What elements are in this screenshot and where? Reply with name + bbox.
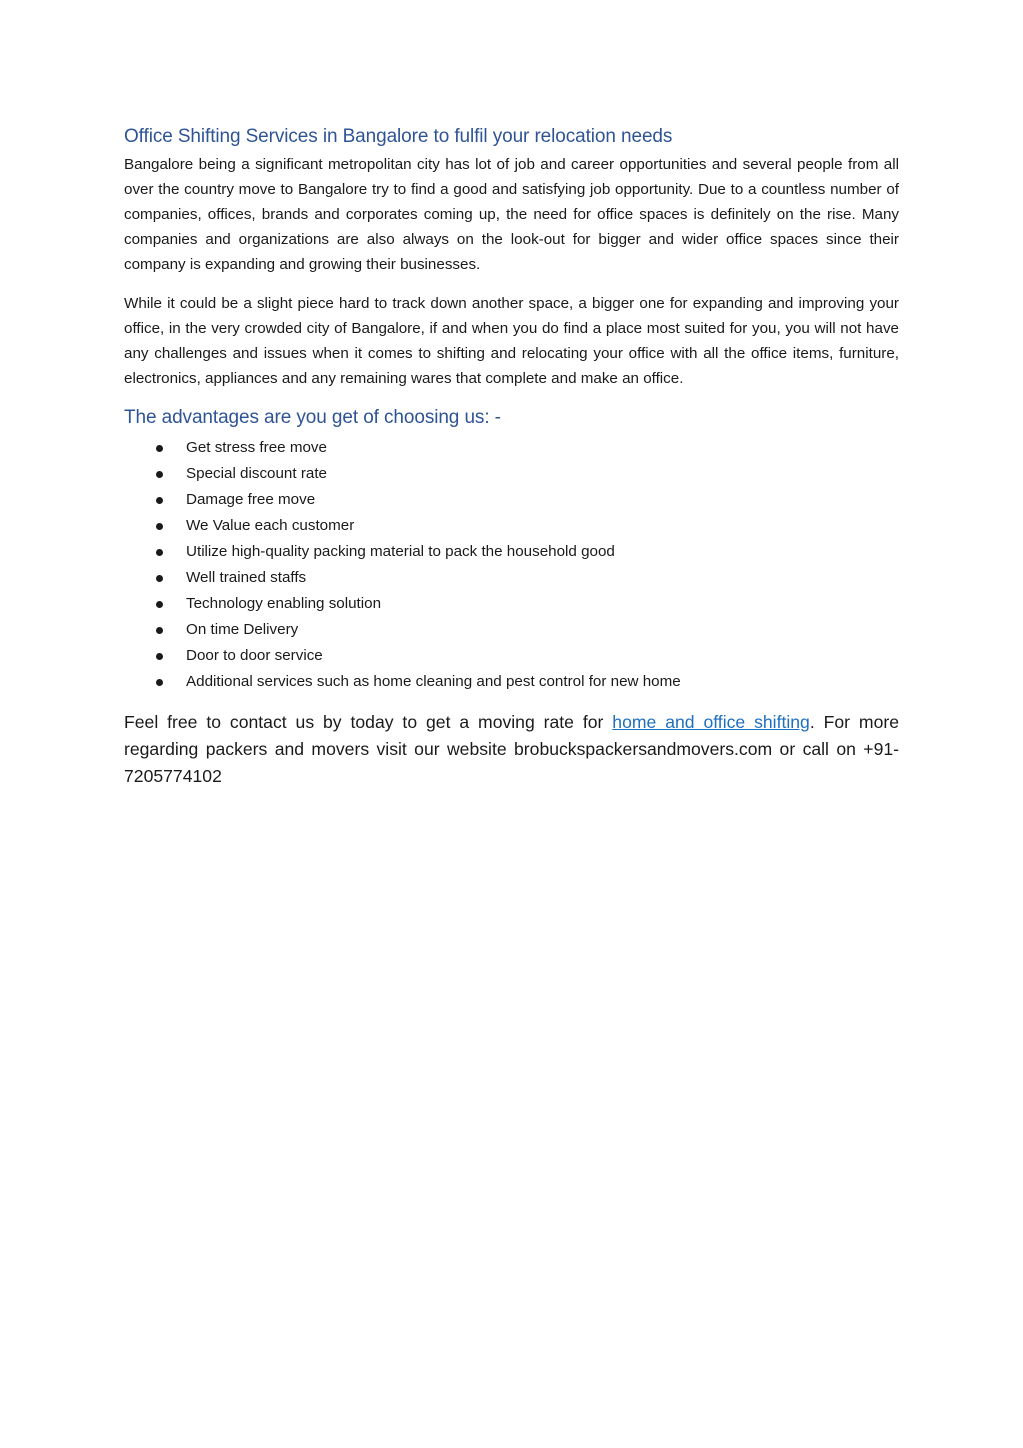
list-item <box>124 513 899 539</box>
list-item <box>124 539 899 565</box>
advantages-list <box>124 435 899 695</box>
page-title: Office Shifting Services in Bangalore to fulfil your relocation needs <box>124 126 673 147</box>
list-item <box>124 617 899 643</box>
closing-text-before: Feel free to contact us by today to get a moving rate for <box>124 712 613 732</box>
list-item-text: Technology enabling solution <box>186 595 382 612</box>
list-item <box>124 435 899 461</box>
bullet-icon <box>156 549 163 556</box>
closing-paragraph <box>124 709 899 790</box>
closing-text-after: . For more regarding packers and movers visit our website brobuckspackersandmovers.com or call on +91-7205774102 <box>124 712 900 786</box>
list-item-text: On time Delivery <box>186 621 299 638</box>
document-page <box>124 122 899 808</box>
list-item <box>124 565 899 591</box>
list-item <box>124 669 899 695</box>
list-item-text: Get stress free move <box>186 439 327 456</box>
list-item-text: Damage free move <box>186 491 316 508</box>
relocation-paragraph: While it could be a slight piece hard to track down another space, a bigger one for expanding and improving your office, in the very crowded city of Bangalore, if and when you do find a place most suited for you, you will not have any challenges and issues when it comes to shifting and relocating your office with all the office items, furniture, electronics, appliances and any remaining wares that complete and make an office. <box>124 295 899 387</box>
bullet-icon <box>156 601 163 608</box>
bullet-icon <box>156 497 163 504</box>
bullet-icon <box>156 627 163 634</box>
list-item <box>124 461 899 487</box>
list-item-text: We Value each customer <box>186 517 355 534</box>
bullet-icon <box>156 445 163 452</box>
intro-paragraph: Bangalore being a significant metropolitan city has lot of job and career opportunities and several people from all over the country move to Bangalore try to find a good and satisfying job opportunity. Due to a countless number of companies, offices, brands and corporates coming up, the need for office spaces is definitely on the rise. Many companies and organizations are also always on the look-out for bigger and wider office spaces since their company is expanding and growing their businesses. <box>124 156 899 273</box>
advantages-heading: The advantages are you get of choosing us: - <box>124 407 501 428</box>
list-item-text: Door to door service <box>186 647 323 664</box>
list-item <box>124 643 899 669</box>
list-item-text: Well trained staffs <box>186 569 307 586</box>
bullet-icon <box>156 575 163 582</box>
bullet-icon <box>156 653 163 660</box>
home-office-shifting-link[interactable]: home and office shifting <box>612 712 810 732</box>
bullet-icon <box>156 471 163 478</box>
list-item <box>124 487 899 513</box>
list-item <box>124 591 899 617</box>
list-item-text: Special discount rate <box>186 465 327 482</box>
list-item-text: Additional services such as home cleaning and pest control for new home <box>186 673 681 690</box>
bullet-icon <box>156 523 163 530</box>
list-item-text: Utilize high-quality packing material to pack the household good <box>186 543 615 560</box>
bullet-icon <box>156 679 163 686</box>
